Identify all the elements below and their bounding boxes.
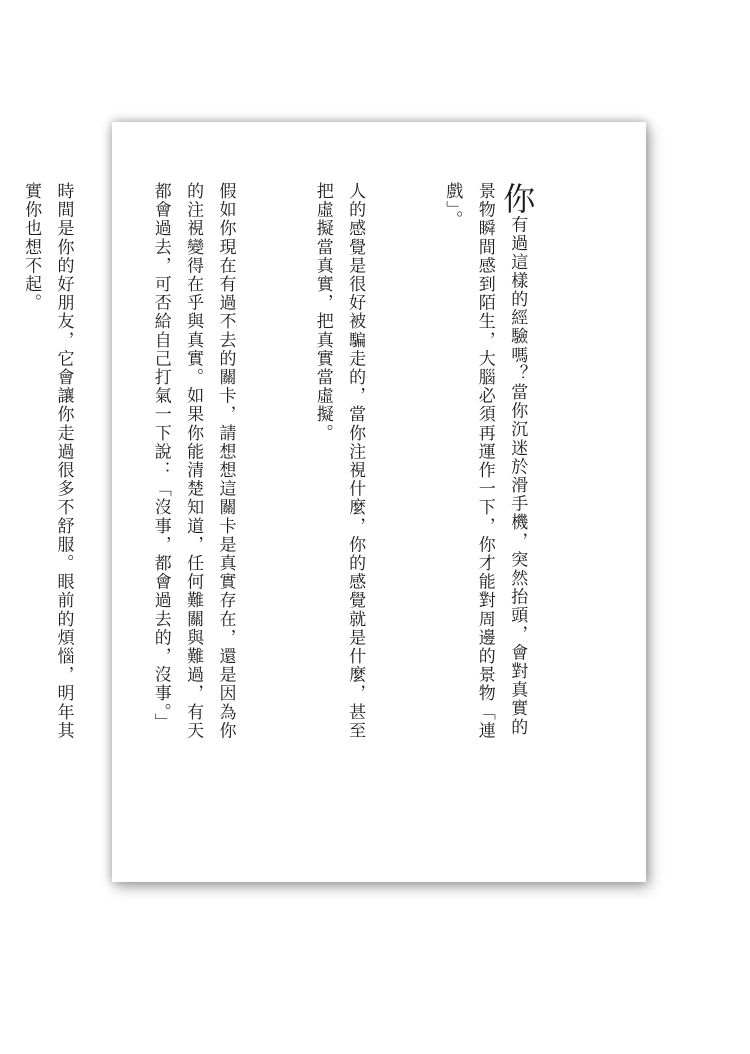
paragraph-1 xyxy=(436,182,537,742)
paragraph-1-text: 有過這樣的經驗嗎？當你沉迷於滑手機，突然抬頭，會對真實的景物瞬間感到陌生，大腦必須再運作一下，你才能對周邊的景物「連戲」。 xyxy=(442,182,528,740)
paragraph-2: 人的感覺是很好被騙走的，當你注視什麼，你的感覺就是什麼，甚至把虛擬當真實，把真實當虛擬。 xyxy=(312,182,366,740)
paragraph-4: 時間是你的好朋友，它會讓你走過很多不舒服。眼前的煩惱，明年其實你也想不起。 xyxy=(21,182,74,740)
drop-cap: 你 xyxy=(498,182,537,216)
page-body-text xyxy=(0,182,598,742)
paragraph-3: 假如你現在有過不去的關卡，請想想這關卡是真實存在，還是因為你的注視變得在乎與真實。如果你能清楚知道，任何難關與難過，有天都會過去，可否給自己打氣一下說：「沒事，都會過去的，沒事。」 xyxy=(150,182,236,740)
